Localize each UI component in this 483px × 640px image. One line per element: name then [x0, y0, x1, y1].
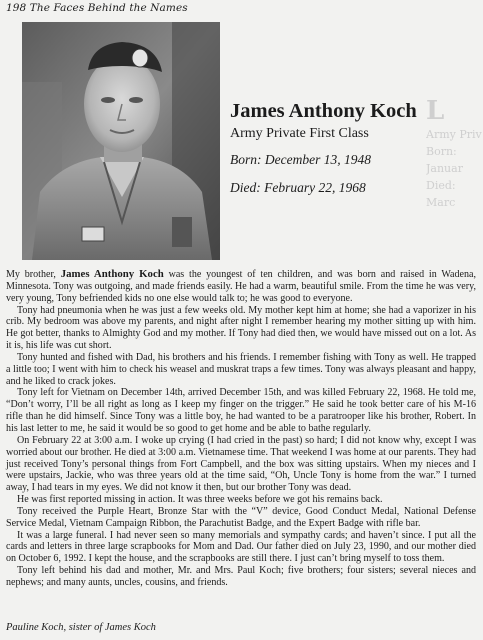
paragraph: Tony had pneumonia when he was just a few weeks old. My mother kept him at home; she had a vaporizer in his crib. My bedroom was above my parents, and night after night I remember hearing my mother sitting up with him. He got better, thanks to Almighty God and my mother. If Tony had died then, we would have missed out on a lot. As it is, his life was cut short. [6, 304, 476, 352]
tribute-body [6, 269, 476, 589]
born-line [230, 152, 430, 168]
paragraph: Tony received the Purple Heart, Bronze Star with the “V” device, Good Conduct Medal, National Defense Service Medal, Vietnam Campaign Ribbon, the Parachutist Badge, and the Expert Badge with rifle bar. [6, 505, 476, 529]
running-head: 198 The Faces Behind the Names [6, 2, 188, 14]
died-label: Died: [230, 180, 261, 195]
soldier-rank: Army Private First Class [230, 126, 369, 141]
born-label: Born: [230, 152, 262, 167]
profile-header [230, 98, 430, 196]
bleed-through-text [426, 96, 483, 246]
paragraph: Tony left behind his dad and mother, Mr. and Mrs. Paul Koch; five brothers; four sisters; several nieces and nephews; and many aunts, uncles, cousins, and friends. [6, 565, 476, 588]
soldier-name: James Anthony Koch [230, 100, 417, 122]
ghost-line-3: Born: Januar [426, 145, 463, 175]
paragraph [6, 269, 476, 305]
paragraph: It was a large funeral. I had never seen so many memorials and sympathy cards; and haven’t since. I put all the cards and letters in three large scrapbooks for Mom and Dad. Our father died on July 23, 1990, and our mother died on October 6, 1992. I kept the house, and the scrapbooks are still there. I just can’t bring myself to toss them. [6, 529, 476, 565]
paragraph: He was first reported missing in action. It was three weeks before we got his remains back. [17, 494, 383, 506]
ghost-line-2: Army Priv [426, 128, 482, 141]
born-date: December 13, 1948 [264, 152, 371, 167]
paragraph: Tony hunted and fished with Dad, his brothers and his friends. I remember fishing with Tony as well. He trapped a little too; I went with him to check his weasel and muskrat traps a few times. Tony was always pleasant and happy, and he liked to crack jokes. [6, 351, 476, 387]
died-date: February 22, 1968 [264, 180, 366, 195]
paragraph-rest: was the youngest of ten children, and was born and raised in Wadena, Minnesota. Tony was outgoing, and made friends easily. He had a warm, beautiful smile. From the time he was very, very young, Tony befriended kids no one else would talk to; he was good to everyone. [6, 269, 476, 304]
ghost-line-1: L [426, 96, 445, 126]
highlighted-name: James Anthony Koch [60, 268, 164, 280]
author-signature: Pauline Koch, sister of James Koch [6, 622, 156, 633]
paragraph: Tony left for Vietnam on December 14th, arrived December 15th, and was killed February 22, 1968. He told me, “Don’t worry, I’ll be all right as long as I keep my finger on the trigger.” He said he took better care of his M-16 rifle than he did himself. Since Tony was a little boy, he had wanted to be a paratrooper like his brother, Robert. In his last letter to me, he said it would be so good to get home and be able to bathe regularly. [6, 387, 476, 434]
paragraph: On February 22 at 3:00 a.m. I woke up crying (I had cried in the past) so hard; I did not know why, except I was worried about our brother. He died at 3:00 a.m. Vietnamese time. That weekend I was home at our parents. They had just received Tony’s personal things from Fort Campbell, and the box was sitting upstairs. When my nieces and I were upstairs, Jackie, who was three years old at the time said, “Oh, Uncle Tony is home from the war.” I turned away, I had tears in my eyes. We did not know it then, but our brother Tony was dead. [6, 434, 476, 494]
paragraph-lead: My brother, [6, 269, 61, 280]
ghost-line-4: Died: Marc [426, 179, 456, 209]
portrait-photo [22, 22, 220, 260]
soldier-portrait-image [22, 22, 220, 260]
died-line [230, 180, 430, 196]
